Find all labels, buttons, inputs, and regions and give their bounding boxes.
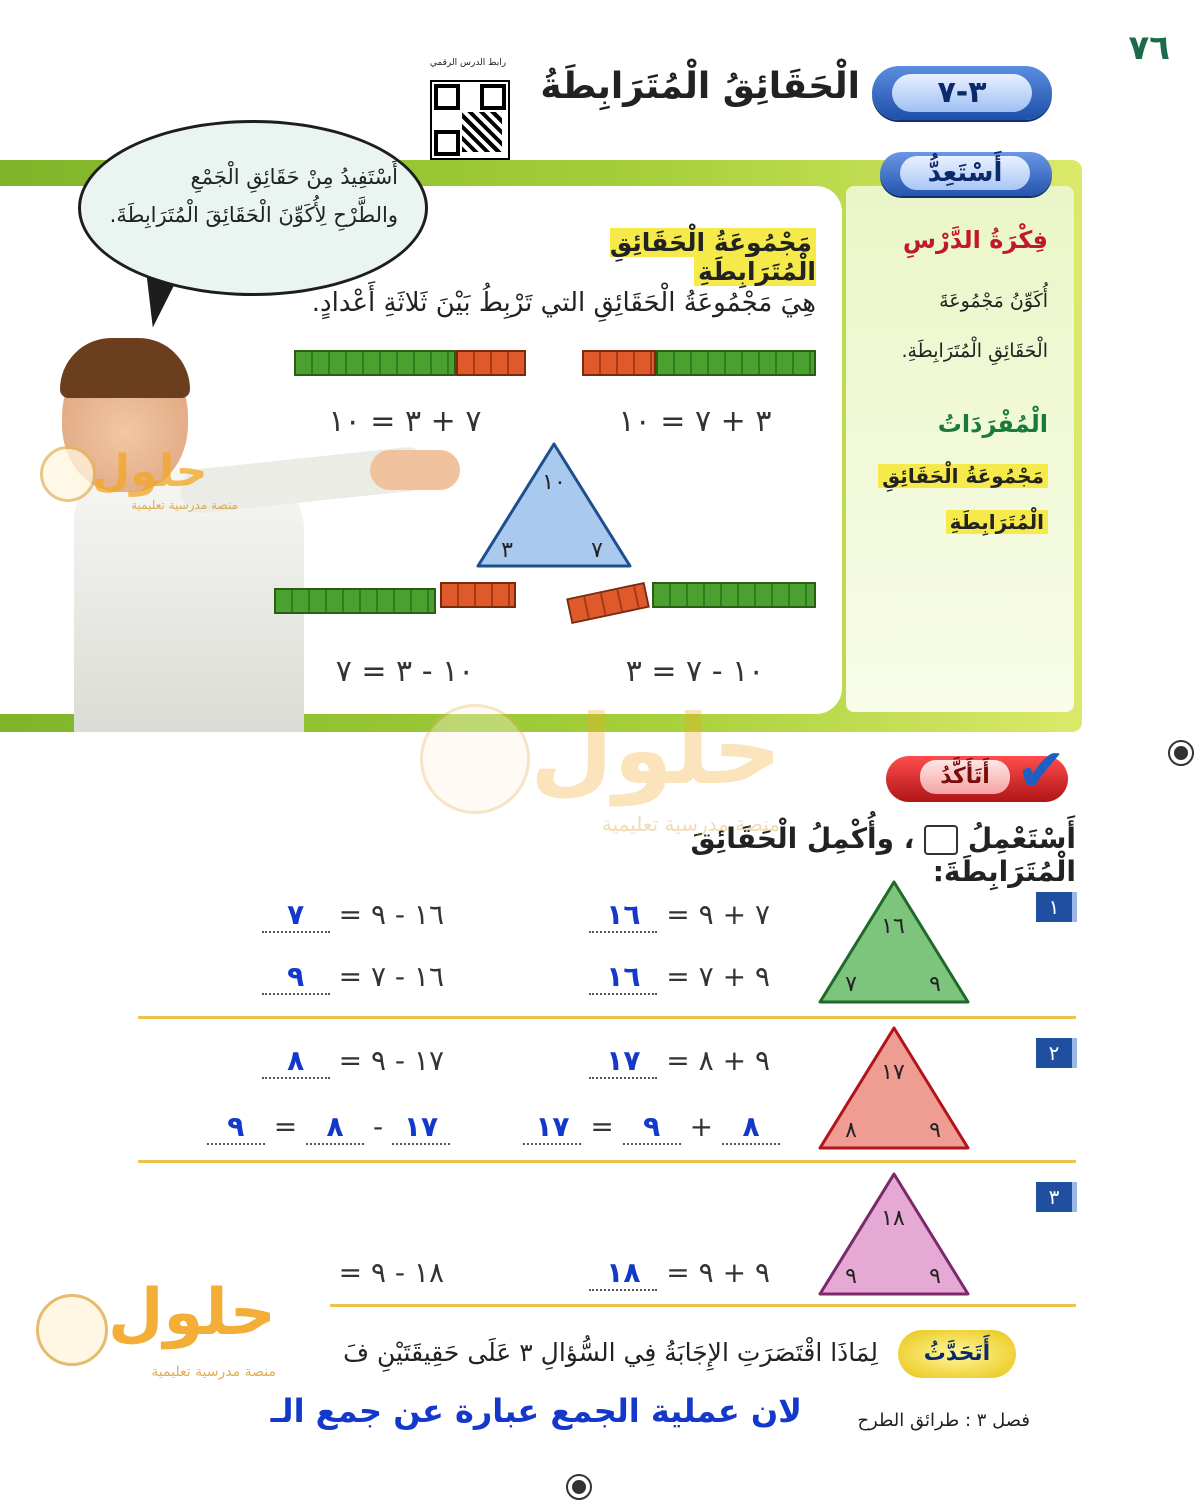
q2-answer-field[interactable]: ٨ [262,1044,330,1079]
green-cube-bar [656,350,816,376]
orange-cube-bar [456,350,526,376]
watermark-logo-icon [36,1294,108,1366]
registration-mark-icon [566,1474,592,1500]
connecting-cube-icon [924,825,958,855]
page-number: ٧٦ [1128,28,1170,68]
qr-corner [480,84,506,110]
q2-addition-row: ٨ + ٩ = ١٧ [490,1110,780,1145]
watermark-logo: حلول [92,446,208,497]
q1-triangle-right: ٩ [929,972,941,997]
example-equation-3: ١٠ - ٣ = ٧ [335,654,475,689]
triangle-left-number: ٣ [501,538,513,563]
example-equation-4: ١٠ - ٧ = ٣ [625,654,765,689]
q1-answer-field[interactable]: ١٦ [589,898,657,933]
q3-triangle-right: ٩ [929,1264,941,1289]
talk-badge: أَتَحَدَّثُ [898,1330,1016,1378]
vocabulary-term-line1: مَجْمُوعَةُ الْحَقَائِقِ [860,464,1048,488]
student-answer: لان عملية الجمع عبارة عن جمع الـ [270,1392,802,1430]
divider-line [138,1160,1076,1163]
green-cube-bar [274,588,436,614]
speech-bubble-text: أَسْتَفِيدُ مِنْ حَقَائِقِ الْجَمْعِ والطَّرْحِ لِأُكَوِّنَ الْحَقَائِقَ الْمُتَرَابِطَةَ. [109,165,398,227]
watermark-subtitle: منصة مدرسية تعليمية [151,1364,276,1380]
example-equation-2: ٣ + ٧ = ١٠ [618,404,772,439]
q2-triangle-left: ٨ [845,1118,857,1143]
q2-triangle-right: ٩ [929,1118,941,1143]
triangle-top-number: ١٠ [542,470,566,495]
green-cube-bar [652,582,816,608]
lesson-idea-line1: أُكَوِّنُ مَجْمُوعَةَ [939,290,1048,312]
q2-answer-field[interactable]: ٩ [207,1110,265,1145]
q2-equation-row: ١٧ - ٩ = ٨ [240,1044,444,1079]
question-3-number: ٣ [1036,1182,1077,1212]
vocabulary-term-line2: الْمُتَرَابِطَةِ [860,510,1048,534]
q3-answer-field[interactable]: ١٨ [589,1256,657,1291]
watermark-logo-icon [40,446,96,502]
q1-triangle-top: ١٦ [881,914,905,939]
q1-answer-field[interactable]: ٧ [262,898,330,933]
lesson-idea-heading: فِكْرَةُ الدَّرْسِ [902,226,1048,254]
green-cube-bar [294,350,456,376]
q2-answer-field[interactable]: ٨ [722,1110,780,1145]
q3-equation-row: ٩ + ٩ = ١٨ [580,1256,770,1291]
qr-pattern [462,112,502,152]
confirm-badge: أَتَأَكَّدُ [920,760,1010,794]
q2-answer-field[interactable]: ١٧ [589,1044,657,1079]
get-ready-badge: أَسْتَعِدُّ [900,156,1030,190]
boy-illustration-hand [370,450,460,490]
orange-cube-bar [582,350,656,376]
q1-equation-row: ٩ + ٧ = ١٦ [580,960,770,995]
definition-text: هِيَ مَجْمُوعَةُ الْحَقَائِقِ التي تَرْبِطُ بَيْنَ ثَلاثَةِ أَعْدادٍ. [311,288,816,318]
q2-answer-field[interactable]: ١٧ [392,1110,450,1145]
qr-corner [434,84,460,110]
lesson-idea-line2: الْحَقَائِقِ الْمُتَرَابِطَةِ. [901,340,1048,362]
lesson-title: الْحَقَائِقُ الْمُتَرَابِطَةُ [540,66,860,107]
divider-line [330,1304,1076,1307]
talk-question: لِمَاذَا اقْتَصَرَتِ الإِجَابَةُ فِي السُّؤالِ ٣ عَلَى حَقِيقَتَيْنِ فَ [343,1338,878,1367]
q2-answer-field[interactable]: ٨ [306,1110,364,1145]
q1-answer-field[interactable]: ٩ [262,960,330,995]
qr-code[interactable] [430,80,510,160]
watermark-subtitle: منصة مدرسية تعليمية [601,812,780,836]
q1-triangle-left: ٧ [845,972,857,997]
check-mark-icon: ✔ [1016,736,1067,806]
registration-mark-icon [1168,740,1194,766]
q3-equation-row: ١٨ - ٩ = [338,1256,444,1289]
qr-label: رابط الدرس الرقمي [429,58,507,68]
instruction: أَسْتَعْمِلُ ، وأُكْمِلُ الْحَقَائِقَ الْمُتَرَابِطَةَ: [690,822,1076,888]
watermark-logo: حلول [530,694,782,806]
watermark-logo: حلول [108,1276,276,1350]
divider-line [138,1016,1076,1019]
q1-equation-row: ١٦ - ٧ = ٩ [240,960,444,995]
q3-triangle-top: ١٨ [881,1206,905,1231]
q2-equation-row: ٩ + ٨ = ١٧ [580,1044,770,1079]
watermark-subtitle: منصة مدرسية تعليمية [131,498,238,512]
q2-answer-field[interactable]: ٩ [623,1110,681,1145]
question-1-number: ١ [1036,892,1077,922]
q1-equation-row: ٧ + ٩ = ١٦ [580,898,770,933]
q3-triangle-left: ٩ [845,1264,857,1289]
q2-subtraction-row: ١٧ - ٨ = ٩ [160,1110,450,1145]
qr-corner [434,130,460,156]
q2-answer-field[interactable]: ١٧ [523,1110,581,1145]
q2-triangle-top: ١٧ [881,1060,905,1085]
orange-cube-bar [440,582,516,608]
watermark-logo-icon [420,704,530,814]
vocabulary-heading: الْمُفْرَدَاتُ [937,410,1048,438]
q1-equation-row: ١٦ - ٩ = ٧ [240,898,444,933]
definition-title: مَجْمُوعَةُ الْحَقَائِقِ الْمُتَرَابِطَةِ [609,228,816,286]
example-equation-1: ٧ + ٣ = ١٠ [328,404,482,439]
question-2-number: ٢ [1036,1038,1077,1068]
lesson-number: ٣-٧ [892,74,1032,112]
triangle-right-number: ٧ [591,538,603,563]
lesson-sidebar [846,186,1074,712]
chapter-footer: فصل ٣ : طرائق الطرح [857,1410,1030,1431]
q1-answer-field[interactable]: ١٦ [589,960,657,995]
